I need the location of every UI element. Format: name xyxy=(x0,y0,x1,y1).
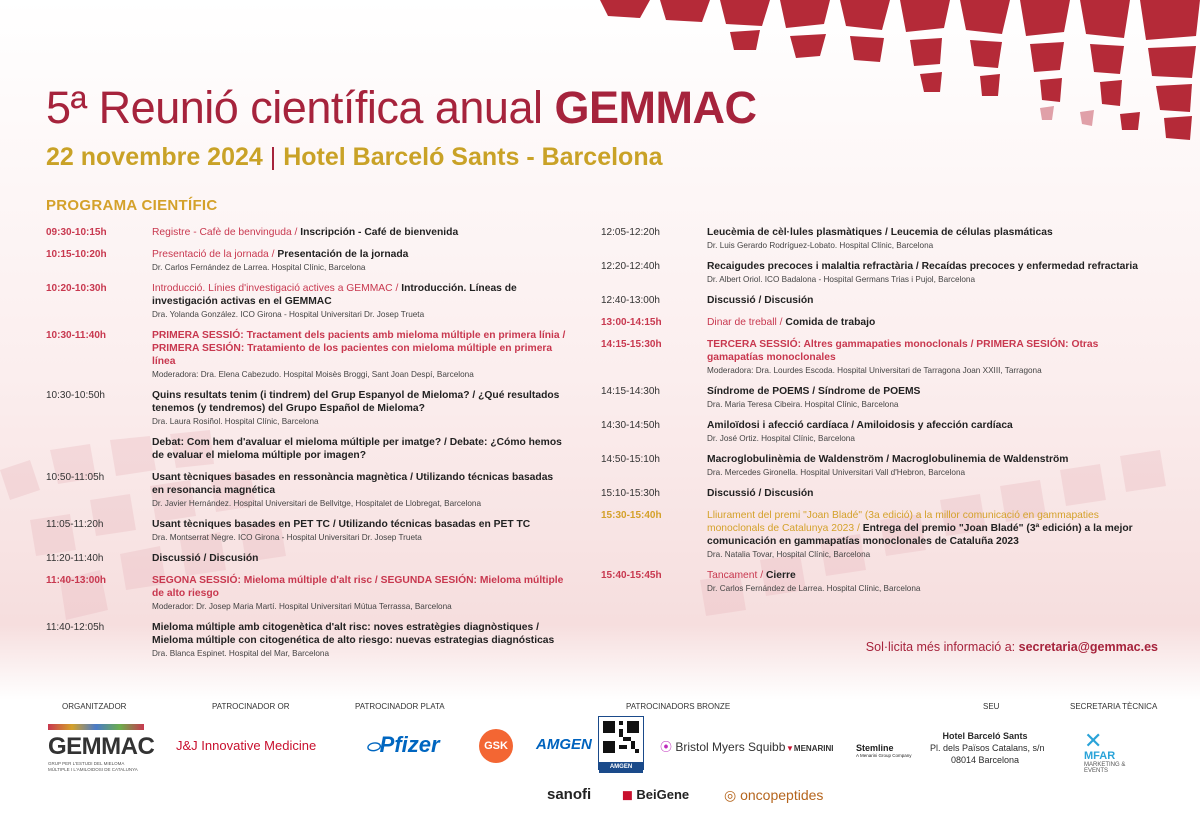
subtitle-separator: | xyxy=(269,143,277,171)
program-title xyxy=(707,509,1141,548)
program-item xyxy=(601,294,1141,307)
page-title xyxy=(46,82,756,134)
program-title xyxy=(707,453,1141,466)
program-time: 11:40-12:05h xyxy=(46,622,105,633)
program-title xyxy=(152,574,566,600)
program-item xyxy=(46,389,566,427)
program-body xyxy=(152,248,566,273)
program-title xyxy=(707,569,1141,582)
program-title xyxy=(152,552,566,565)
program-title-es: Entrega del premio "Joan Bladé" (3ª edición) a la mejor comunicación en gammapatías monoclonales de Cataluña 2023 xyxy=(707,523,1133,547)
program-title xyxy=(152,436,566,462)
program-title xyxy=(707,316,1141,329)
mfar-logo xyxy=(1084,728,1144,774)
gemmac-tagline: GRUP PER L'ESTUDI DEL MIELOMA MÚLTIPLE I L'AMILOIDOSI DE CATALUNYA xyxy=(48,761,138,772)
program-body xyxy=(152,518,566,543)
stemline-sub: A Menarini Group Company xyxy=(856,753,912,758)
oncopeptides-text: oncopeptides xyxy=(740,787,824,803)
pfizer-text: Pfizer xyxy=(379,732,440,757)
pfizer-logo xyxy=(366,732,440,758)
program-speaker: Dra. Yolanda González. ICO Girona - Hospital Universitari Dr. Josep Trueta xyxy=(152,310,425,319)
program-title xyxy=(152,248,566,261)
program-speaker: Dra. Montserrat Negre. ICO Girona - Hospital Universitari Dr. Josep Trueta xyxy=(152,533,422,542)
program-body xyxy=(707,294,1141,307)
pfizer-oval-icon: ⬭ xyxy=(366,739,380,756)
venue-address-line1: Pl. dels Països Catalans, s/n xyxy=(930,743,1045,753)
event-subtitle xyxy=(46,143,663,172)
beigene-text: BeiGene xyxy=(636,787,690,802)
gemmac-logo xyxy=(48,724,155,773)
program-title-es: Síndrome de POEMS / Síndrome de POEMS xyxy=(707,386,921,397)
program-title-es: Discussió / Discusión xyxy=(707,295,814,306)
program-title-es: Inscripción - Café de bienvenida xyxy=(300,227,459,238)
label-seu: SEU xyxy=(983,702,1000,711)
program-title-ca: Registre - Cafè de benvinguda / xyxy=(152,227,301,238)
program-body xyxy=(152,282,566,320)
program-item xyxy=(601,453,1141,478)
program-time: 15:40-15:45h xyxy=(601,570,662,581)
mfar-sub: MARKETING & EVENTS xyxy=(1084,762,1126,774)
oncopeptides-icon: ◎ xyxy=(724,787,737,803)
sanofi-logo: sanofi xyxy=(547,786,592,803)
program-item xyxy=(601,316,1141,329)
program-time: 14:30-14:50h xyxy=(601,420,660,431)
amgen-logo: AMGEN xyxy=(536,736,592,753)
program-title xyxy=(152,389,566,415)
program-title-es: Introducción. Líneas de investigación activas en el GEMMAC xyxy=(152,283,517,307)
label-patrocinador-or: PATROCINADOR OR xyxy=(212,702,290,711)
program-speaker: Dr. Carlos Fernández de Larrea. Hospital Clínic, Barcelona xyxy=(707,584,921,593)
bms-logo xyxy=(660,738,785,755)
program-item xyxy=(601,569,1141,594)
bms-icon: ⦿ xyxy=(660,740,673,754)
program-body xyxy=(707,338,1141,376)
event-venue: Hotel Barceló Sants - Barcelona xyxy=(283,143,663,171)
program-title-es: Comida de trabajo xyxy=(785,317,876,328)
gemmac-logo-text: GEMMAC xyxy=(48,733,155,760)
program-title-es: Presentación de la jornada xyxy=(277,249,409,260)
program-title-es: Discussió / Discusión xyxy=(152,553,259,564)
program-title xyxy=(707,419,1141,432)
program-title-es: Discussió / Discusión xyxy=(707,488,814,499)
program-time xyxy=(46,436,152,462)
gsk-logo: GSK xyxy=(479,729,513,763)
program-right-column xyxy=(601,226,1141,603)
mfar-cross-icon: ✕ xyxy=(1084,728,1103,753)
program-speaker: Dr. Carlos Fernández de Larrea. Hospital Clínic, Barcelona xyxy=(152,263,366,272)
section-title: PROGRAMA CIENTÍFIC xyxy=(46,197,218,214)
program-speaker: Dr. Luis Gerardo Rodríguez-Lobato. Hospital Clínic, Barcelona xyxy=(707,241,934,250)
program-title xyxy=(707,226,1141,239)
program-time: 15:30-15:40h xyxy=(601,510,662,521)
program-time: 10:15-10:20h xyxy=(46,249,107,260)
program-item xyxy=(601,338,1141,376)
program-speaker: Dr. Albert Oriol. ICO Badalona - Hospital Germans Trias i Pujol, Barcelona xyxy=(707,275,976,284)
program-item xyxy=(46,282,566,320)
program-body xyxy=(707,226,1141,251)
program-item xyxy=(46,226,566,239)
program-body xyxy=(707,569,1141,594)
mfar-text: MFAR xyxy=(1084,750,1116,762)
program-body xyxy=(707,509,1141,560)
program-speaker: Moderador: Dr. Josep Maria Martí. Hospital Universitari Mútua Terrassa, Barcelona xyxy=(152,602,452,611)
oncopeptides-logo xyxy=(724,787,823,804)
program-title-ca: PRIMERA SESSIÓ: Tractament dels pacients amb mieloma múltiple en primera línia / PRIMERA SESIÓN: Tratamiento de los pacientes con mieloma múltiple en primera línea xyxy=(152,330,566,367)
program-title xyxy=(707,338,1141,364)
program-time: 11:40-13:00h xyxy=(46,575,107,586)
program-time: 12:20-12:40h xyxy=(601,261,660,272)
sponsors-footer xyxy=(0,696,1200,833)
qr-caption: AMGEN xyxy=(599,762,643,773)
program-item xyxy=(601,487,1141,500)
beigene-icon: ◼ xyxy=(622,787,633,802)
bms-text: Bristol Myers Squibb xyxy=(675,740,786,754)
program-title-es: Macroglobulinèmia de Waldenström / Macroglobulinemia de Waldenström xyxy=(707,454,1069,465)
program-speaker: Dr. José Ortiz. Hospital Clínic, Barcelona xyxy=(707,434,855,443)
program-item xyxy=(601,419,1141,444)
contact-info xyxy=(866,640,1158,654)
program-item xyxy=(46,436,566,462)
program-title xyxy=(152,621,566,647)
program-item xyxy=(46,248,566,273)
program-time: 14:50-15:10h xyxy=(601,454,660,465)
venue-block xyxy=(930,730,1045,766)
program-body xyxy=(152,226,566,239)
program-title-ca: TERCERA SESSIÓ: Altres gammapaties monoclonals / PRIMERA SESIÓN: Otras gamapatías monoclonales xyxy=(707,339,1099,363)
program-body xyxy=(152,389,566,427)
program-time: 11:05-11:20h xyxy=(46,519,104,530)
program-item xyxy=(46,552,566,565)
program-time: 10:30-11:40h xyxy=(46,330,107,341)
program-time: 10:50-11:05h xyxy=(46,472,105,483)
program-title-ca: Presentació de la jornada / xyxy=(152,249,278,260)
program-time: 13:00-14:15h xyxy=(601,317,662,328)
program-title-es: Mieloma múltiple amb citogenètica d'alt risc: noves estratègies diagnòstiques / Mieloma múltiple con citogenética de alto riesgo: nuevas estrategias diagnósticas xyxy=(152,622,555,646)
program-left-column xyxy=(46,226,566,668)
menarini-text: MENARINI xyxy=(793,744,834,753)
jj-logo: J&J Innovative Medicine xyxy=(176,738,317,753)
program-title xyxy=(152,282,566,308)
program-speaker: Moderadora: Dra. Elena Cabezudo. Hospital Moisès Broggi, Sant Joan Despí, Barcelona xyxy=(152,370,474,379)
program-body xyxy=(152,552,566,565)
venue-name: Hotel Barceló Sants xyxy=(942,731,1028,741)
stemline-logo xyxy=(856,743,912,758)
program-title-es: Debat: Com hem d'avaluar el mieloma múltiple per imatge? / Debate: ¿Cómo hemos de evaluar el mieloma múltiple por imagen? xyxy=(152,437,562,461)
program-speaker: Dra. Natalia Tovar, Hospital Clínic, Barcelona xyxy=(707,550,871,559)
program-title xyxy=(707,385,1141,398)
program-body xyxy=(707,316,1141,329)
program-title xyxy=(152,471,566,497)
program-time: 10:20-10:30h xyxy=(46,283,107,294)
program-speaker: Moderadora: Dra. Lourdes Escoda. Hospital Universitari de Tarragona Joan XXIII, Tarragona xyxy=(707,366,1042,375)
contact-email[interactable]: secretaria@gemmac.es xyxy=(1018,640,1158,654)
program-title-ca: Lliurament del premi "Joan Bladé" (3a edició) a la millor comunicació en gammapaties monoclonals de Catalunya 2023 / xyxy=(707,510,1099,534)
program-item xyxy=(601,509,1141,560)
program-title xyxy=(707,487,1141,500)
program-body xyxy=(152,471,566,509)
program-item xyxy=(46,621,566,659)
venue-address-line2: 08014 Barcelona xyxy=(950,755,1020,765)
program-title-es: Recaigudes precoces i malaltia refractària / Recaídas precoces y enfermedad refractaria xyxy=(707,261,1138,272)
program-title-es: Usant tècniques basades en ressonància magnètica / Utilizando técnicas basadas en resonancia magnética xyxy=(152,472,554,496)
program-body xyxy=(707,453,1141,478)
program-title-es: Amiloïdosi i afecció cardíaca / Amiloidosis y afección cardíaca xyxy=(707,420,1013,431)
program-title-es: Cierre xyxy=(765,570,796,581)
program-time: 10:30-10:50h xyxy=(46,390,105,401)
qr-code-icon xyxy=(599,717,643,757)
menarini-icon: ▼ xyxy=(786,744,794,753)
program-title-es: Usant tècniques basades en PET TC / Utilizando técnicas basadas en PET TC xyxy=(152,519,531,530)
contact-label: Sol·licita més informació a: xyxy=(865,640,1019,654)
program-title xyxy=(152,518,566,531)
program-time: 11:20-11:40h xyxy=(46,553,104,564)
program-body xyxy=(152,329,566,380)
label-organitzador: ORGANITZADOR xyxy=(62,702,127,711)
program-title-es: Quins resultats tenim (i tindrem) del Grup Espanyol de Mieloma? / ¿Qué resultados tenemos (y tendremos) del Grupo Español de Mieloma? xyxy=(152,390,560,414)
program-title xyxy=(152,329,566,368)
program-speaker: Dra. Mercedes Gironella. Hospital Universitari Vall d'Hebron, Barcelona xyxy=(707,468,966,477)
stemline-text: Stemline xyxy=(856,743,894,753)
program-body xyxy=(152,574,566,612)
program-body xyxy=(707,260,1141,285)
program-speaker: Dra. Maria Teresa Cibeira. Hospital Clínic, Barcelona xyxy=(707,400,899,409)
program-title xyxy=(707,260,1141,273)
program-title xyxy=(152,226,566,239)
program-time: 12:05-12:20h xyxy=(601,227,660,238)
program-body xyxy=(152,436,566,462)
qr-code[interactable] xyxy=(598,716,644,770)
program-body xyxy=(707,385,1141,410)
program-speaker: Dra. Laura Rosiñol. Hospital Clínic, Barcelona xyxy=(152,417,319,426)
program-time: 09:30-10:15h xyxy=(46,227,107,238)
program-body xyxy=(707,487,1141,500)
event-date: 22 novembre 2024 xyxy=(46,143,263,171)
program-speaker: Dr. Javier Hernández. Hospital Universitari de Bellvitge, Hospitalet de Llobregat, Barcelona xyxy=(152,499,482,508)
program-time: 15:10-15:30h xyxy=(601,488,660,499)
beigene-logo xyxy=(622,787,689,803)
program-title xyxy=(707,294,1141,307)
title-light: 5ª Reunió científica anual xyxy=(46,82,543,133)
program-item xyxy=(46,329,566,380)
program-title-ca: Dinar de treball / xyxy=(707,317,786,328)
program-item xyxy=(601,226,1141,251)
program-item xyxy=(46,574,566,612)
program-time: 14:15-14:30h xyxy=(601,386,660,397)
label-patrocinadors-bronze: PATROCINADORS BRONZE xyxy=(626,702,731,711)
label-patrocinador-plata: PATROCINADOR PLATA xyxy=(355,702,445,711)
program-title-ca: Tancament / xyxy=(707,570,766,581)
menarini-logo xyxy=(786,744,833,753)
program-item xyxy=(46,471,566,509)
program-speaker: Dra. Blanca Espinet. Hospital del Mar, Barcelona xyxy=(152,649,330,658)
label-secretaria: SECRETARIA TÈCNICA xyxy=(1070,702,1158,711)
program-body xyxy=(152,621,566,659)
program-item xyxy=(601,260,1141,285)
title-bold: GEMMAC xyxy=(554,82,757,133)
program-title-ca: SEGONA SESSIÓ: Mieloma múltiple d'alt risc / SEGUNDA SESIÓN: Mieloma múltiple de alto riesgo xyxy=(152,575,564,599)
program-time: 14:15-15:30h xyxy=(601,339,662,350)
program-time: 12:40-13:00h xyxy=(601,295,660,306)
program-item xyxy=(601,385,1141,410)
program-item xyxy=(46,518,566,543)
program-body xyxy=(707,419,1141,444)
program-title-es: Leucèmia de cèl·lules plasmàtiques / Leucemia de células plasmáticas xyxy=(707,227,1053,238)
program-title-ca: Introducció. Línies d'investigació actives a GEMMAC / xyxy=(152,283,402,294)
